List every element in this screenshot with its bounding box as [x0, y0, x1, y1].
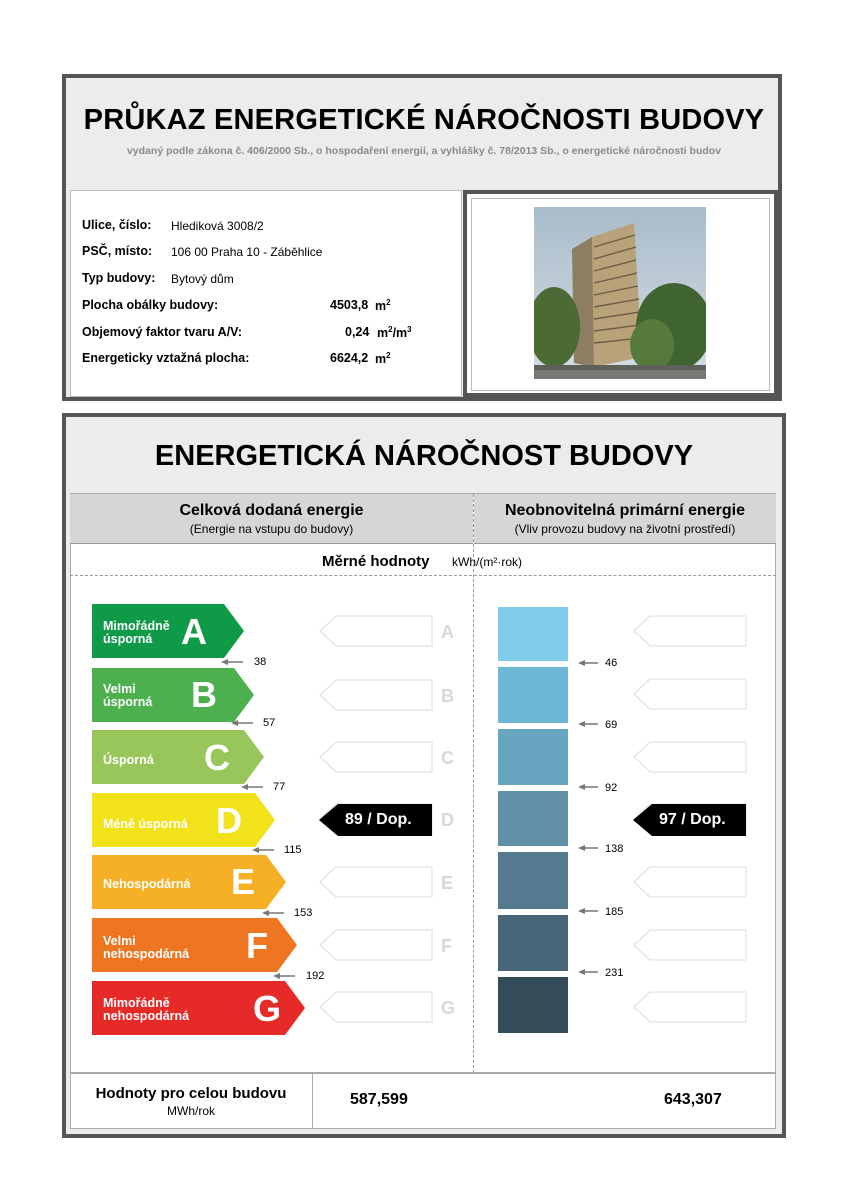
class-f-letter: F	[246, 925, 268, 966]
primary-class-c-bar	[498, 729, 568, 785]
envelope-area-value: 4503,8	[330, 298, 369, 312]
class-f-label: Velmi nehospodárná	[103, 934, 190, 961]
primary-energy-subtitle: (Vliv provozu budovy na životní prostředí)	[514, 522, 736, 536]
page-title: PRŮKAZ ENERGETICKÉ NÁROČNOSTI BUDOVY	[83, 104, 765, 136]
right-limit-pointer-head-4	[578, 845, 585, 851]
city-label: PSČ, místo:	[82, 244, 153, 258]
class-e-label: Nehospodárná	[103, 877, 191, 891]
class-e-letter: E	[231, 861, 256, 902]
right-limit-pointer-head-2	[578, 721, 585, 727]
primary-class-f-bar	[498, 915, 568, 971]
page-subtitle: vydaný podle zákona č. 406/2000 Sb., o hospodaření energií, a vyhlášky č. 78/2013 Sb., o energetické náročnosti budov	[126, 145, 722, 157]
right-ghost-arrow-b	[634, 679, 746, 709]
primary-energy-title: Neobnovitelná primární energie	[504, 502, 746, 519]
primary-class-d-bar	[498, 791, 568, 846]
delivered-energy-title: Celková dodaná energie	[179, 502, 364, 519]
left-limit-pointer-head-3	[241, 784, 248, 790]
left-ghost-arrow-a	[320, 616, 432, 646]
left-limit-pointer-head-1	[221, 659, 228, 665]
shape-factor-unit: $m^2/m^3$	[377, 325, 412, 341]
specific-values-title: Měrné hodnoty	[322, 553, 430, 570]
class-g-letter: G	[253, 988, 282, 1029]
delivered-energy-header	[70, 494, 473, 544]
left-ghost-arrow-b	[320, 680, 432, 710]
right-ghost-arrow-c	[634, 742, 746, 772]
shape-factor-value: 0,24	[345, 325, 370, 339]
right-limit-pointer-head-5	[578, 908, 585, 914]
reference-area-value: 6624,2	[330, 351, 369, 365]
street-value: Hlediková 3008/2	[171, 219, 264, 233]
class-a-letter: A	[181, 611, 207, 652]
totals-label: Hodnoty pro celou budovu	[95, 1085, 287, 1102]
right-limit-pointer-head-1	[578, 660, 585, 666]
class-c-letter: C	[204, 737, 230, 778]
shape-factor-label: Objemový faktor tvaru A/V:	[82, 325, 242, 339]
left-limit-fg: 192	[306, 970, 325, 982]
building-type-value: Bytový dům	[171, 272, 234, 286]
envelope-area-label: Plocha obálky budovy:	[82, 298, 219, 312]
class-b-label: Velmi úsporná	[103, 682, 153, 709]
left-ghost-arrow-f	[320, 930, 432, 960]
left-limit-pointer-head-6	[273, 973, 280, 979]
building-type-label: Typ budovy:	[82, 271, 156, 285]
left-ghost-e: E	[441, 873, 454, 893]
right-limit-pointer-head-6	[578, 969, 585, 975]
right-limit-cd: 92	[605, 782, 618, 794]
left-ghost-arrow-e	[320, 867, 432, 897]
class-b-letter: B	[191, 674, 217, 715]
left-limit-cd: 77	[273, 781, 286, 793]
primary-class-g-bar	[498, 977, 568, 1033]
left-limit-bc: 57	[263, 717, 276, 729]
left-ghost-arrow-g	[320, 992, 432, 1022]
class-g-label: Mimořádně nehospodárná	[103, 996, 190, 1023]
primary-energy-header	[474, 494, 776, 544]
delivered-energy-result: 89 / Dop.	[345, 811, 412, 828]
left-limit-de: 115	[284, 844, 302, 856]
class-d-letter: D	[216, 800, 242, 841]
reference-area-unit: $m^2$	[375, 351, 391, 367]
primary-class-e-bar	[498, 852, 568, 909]
left-ghost-d: D	[441, 810, 454, 830]
primary-class-b-bar	[498, 667, 568, 723]
class-d-label: Méně úsporná	[103, 817, 188, 831]
left-limit-pointer-head-5	[262, 910, 269, 916]
left-ghost-c: C	[441, 748, 454, 768]
right-limit-de: 138	[605, 843, 624, 855]
class-c-label: Úsporná	[103, 753, 154, 767]
totals-separator	[312, 1073, 313, 1129]
right-ghost-arrow-f	[634, 930, 746, 960]
right-limit-pointer-head-3	[578, 784, 585, 790]
right-limit-fg: 231	[605, 967, 624, 979]
city-value: 106 00 Praha 10 - Záběhlice	[171, 245, 323, 259]
totals-unit: MWh/rok	[167, 1104, 215, 1118]
total-delivered-energy: 587,599	[350, 1091, 408, 1108]
class-a-label: Mimořádně úsporná	[103, 619, 170, 646]
right-limit-ab: 46	[605, 657, 618, 669]
building-photo	[534, 207, 706, 379]
left-ghost-b: B	[441, 686, 454, 706]
left-limit-pointer-head-4	[252, 847, 259, 853]
right-ghost-arrow-a	[634, 616, 746, 646]
left-ghost-a: A	[441, 622, 454, 642]
primary-energy-scale	[474, 576, 776, 1073]
right-ghost-arrow-g	[634, 992, 746, 1022]
right-limit-ef: 185	[605, 906, 624, 918]
right-ghost-arrow-e	[634, 867, 746, 897]
total-primary-energy: 643,307	[664, 1091, 722, 1108]
section-title: ENERGETICKÁ NÁROČNOST BUDOVY	[154, 440, 694, 472]
delivered-energy-subtitle: (Energie na vstupu do budovy)	[189, 522, 354, 536]
left-ghost-f: F	[441, 936, 452, 956]
right-limit-bc: 69	[605, 719, 618, 731]
primary-energy-result: 97 / Dop.	[659, 811, 726, 828]
street-label: Ulice, číslo:	[82, 218, 152, 232]
left-ghost-arrow-c	[320, 742, 432, 772]
left-limit-ab: 38	[254, 656, 267, 668]
reference-area-label: Energeticky vztažná plocha:	[82, 351, 250, 365]
envelope-area-unit: $m^2$	[375, 298, 391, 314]
left-ghost-g: G	[441, 998, 456, 1018]
specific-values-unit: kWh/(m²·rok)	[452, 555, 522, 569]
left-limit-ef: 153	[294, 907, 313, 919]
primary-class-a-bar	[498, 607, 568, 661]
